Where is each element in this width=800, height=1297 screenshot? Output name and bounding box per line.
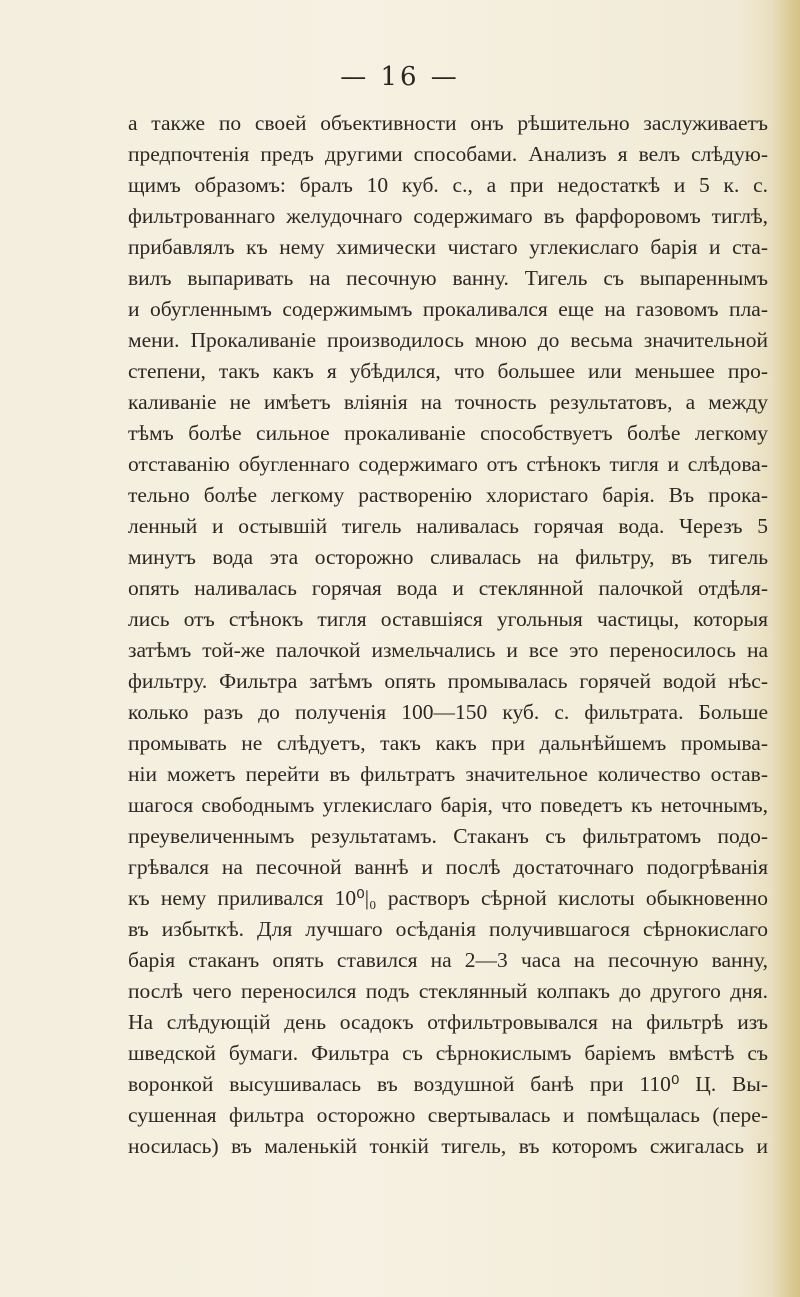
text-line: шагося свободнымъ углекислаго барія, что поведетъ къ неточнымъ, xyxy=(128,793,768,817)
page-edge-shadow xyxy=(772,0,800,1297)
text-line: предпочтенія предъ другими способами. Анализъ я велъ слѣдую- xyxy=(128,142,768,166)
text-line: лись отъ стѣнокъ тигля оставшіяся угольныя частицы, которыя xyxy=(128,607,768,631)
text-line: въ избыткѣ. Для лучшаго осѣданія получившагося сѣрнокислаго xyxy=(128,917,768,941)
text-line: шведской бумаги. Фильтра съ сѣрнокислымъ баріемъ вмѣстѣ съ xyxy=(128,1041,768,1065)
text-line: ленный и остывшій тигель наливалась горячая вода. Черезъ 5 xyxy=(128,514,768,538)
text-line: опять наливалась горячая вода и стеклянной палочкой отдѣля- xyxy=(128,576,768,600)
text-line: носилась) въ маленькій тонкій тигель, въ которомъ сжигалась и xyxy=(128,1134,768,1158)
text-line: грѣвался на песочной ваннѣ и послѣ достаточнаго подогрѣванія xyxy=(128,855,768,879)
text-line: На слѣдующій день осадокъ отфильтровывался на фильтрѣ изъ xyxy=(128,1010,768,1034)
text-line: прибавлялъ къ нему химически чистаго углекислаго барія и ста- xyxy=(128,235,768,259)
text-line: а также по своей объективности онъ рѣшительно заслуживаетъ xyxy=(128,111,768,135)
text-line: къ нему приливался 10⁰|₀ растворъ сѣрной кислоты обыкновенно xyxy=(128,886,768,910)
page-number: — 16 — xyxy=(340,62,460,92)
text-line: ніи можетъ перейти въ фильтратъ значительное количество остав- xyxy=(128,762,768,786)
text-line: преувеличеннымъ результатамъ. Стаканъ съ фильтратомъ подо- xyxy=(128,824,768,848)
text-line: колько разъ до полученія 100—150 куб. с. фильтрата. Больше xyxy=(128,700,768,724)
text-line: вилъ выпаривать на песочную ванну. Тигель съ выпареннымъ xyxy=(128,266,768,290)
text-line: отставанію обугленнаго содержимаго отъ стѣнокъ тигля и слѣдова- xyxy=(128,452,768,476)
text-line: затѣмъ той-же палочкой измельчались и все это переносилось на xyxy=(128,638,768,662)
text-line: и обугленнымъ содержимымъ прокаливался еще на газовомъ пла- xyxy=(128,297,768,321)
text-line: барія стаканъ опять ставился на 2—3 часа на песочную ванну, xyxy=(128,948,768,972)
text-line: тельно болѣе легкому растворенію хлористаго барія. Въ прока- xyxy=(128,483,768,507)
text-line: фильтрованнаго желудочнаго содержимаго въ фарфоровомъ тиглѣ, xyxy=(128,204,768,228)
text-line: минутъ вода эта осторожно сливалась на фильтру, въ тигель xyxy=(128,545,768,569)
text-line: каливаніе не имѣетъ вліянія на точность результатовъ, а между xyxy=(128,390,768,414)
text-line: сушенная фильтра осторожно свертывалась и помѣщалась (пере- xyxy=(128,1103,768,1127)
text-line: фильтру. Фильтра затѣмъ опять промывалась горячей водой нѣс- xyxy=(128,669,768,693)
text-line: промывать не слѣдуетъ, такъ какъ при дальнѣйшемъ промыва- xyxy=(128,731,768,755)
text-line: степени, такъ какъ я убѣдился, что большее или меньшее про- xyxy=(128,359,768,383)
text-line: мени. Прокаливаніе производилось мною до весьма значительной xyxy=(128,328,768,352)
text-line: щимъ образомъ: бралъ 10 куб. с., а при недостаткѣ и 5 к. с. xyxy=(128,173,768,197)
body-text xyxy=(128,108,768,1162)
text-line: воронкой высушивалась въ воздушной банѣ при 110⁰ Ц. Вы- xyxy=(128,1072,768,1096)
text-line: тѣмъ болѣе сильное прокаливаніе способствуетъ болѣе легкому xyxy=(128,421,768,445)
text-line: послѣ чего переносился подъ стеклянный колпакъ до другого дня. xyxy=(128,979,768,1003)
